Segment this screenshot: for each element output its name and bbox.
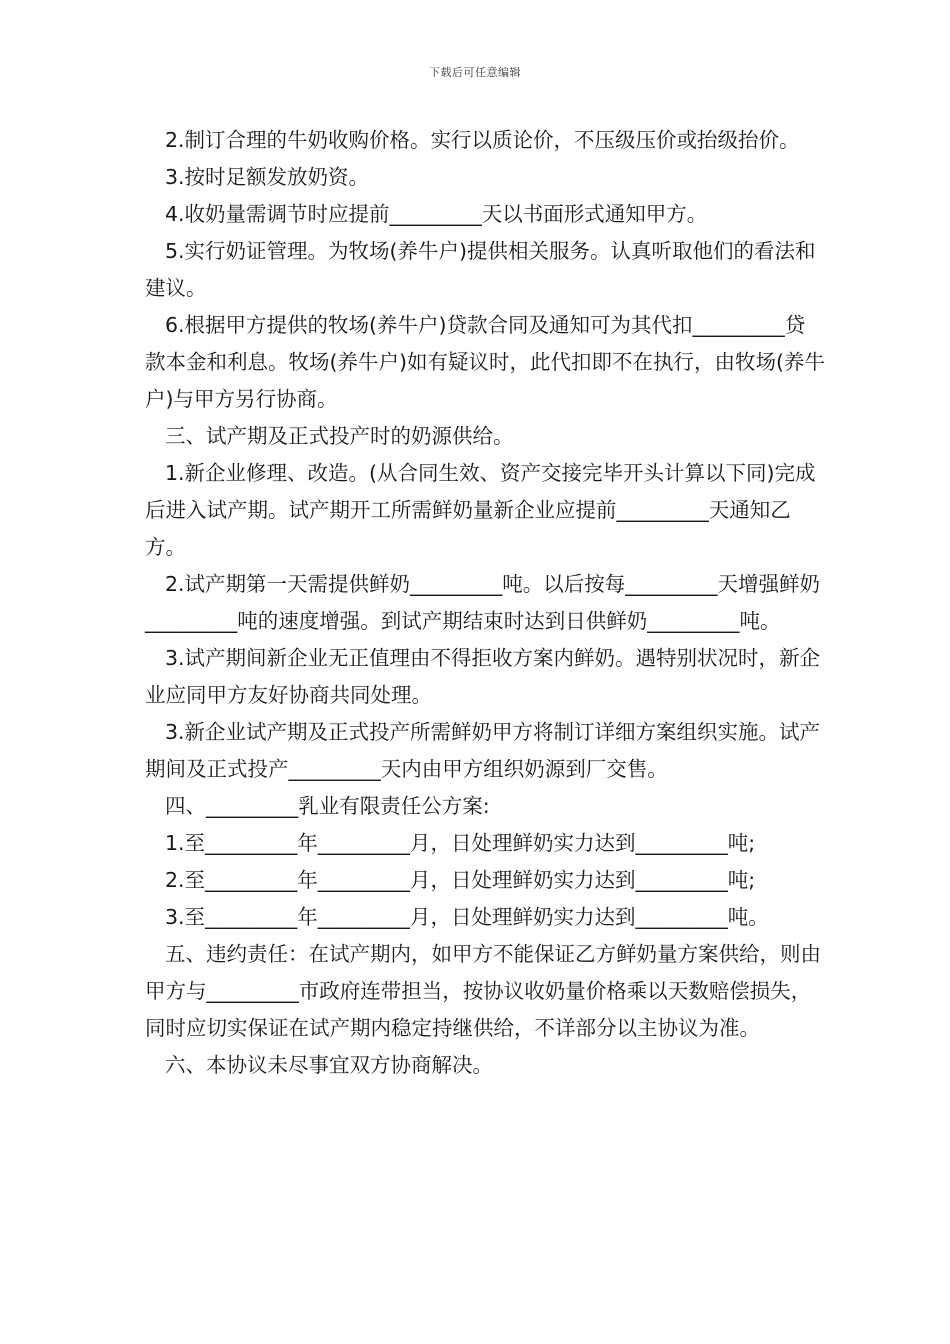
paragraph-trial-3a: 3.试产期间新企业无正值理由不得拒收方案内鲜奶。遇特别状况时，新企业应同甲方友好协商共同处理。 bbox=[145, 646, 821, 707]
paragraph-item-6: 6.根据甲方提供的牧场(养牛户)贷款合同及通知可为其代扣_________贷款本金和利息。牧场(养牛户)如有疑议时，此代扣即不在执行，由牧场(养牛户)与甲方另行协商。 bbox=[145, 313, 825, 411]
section-heading-6: 六、本协议未尽事宜双方协商解决。 bbox=[165, 1053, 493, 1077]
plan-item-2: 2.至_________年_________月，日处理鲜奶实力达到_________吨; bbox=[165, 868, 756, 892]
page-header: 下载后可任意编辑 bbox=[429, 66, 521, 79]
document-body bbox=[145, 122, 825, 1084]
paragraph-trial-1: 1.新企业修理、改造。(从合同生效、资产交接完毕开头计算以下同)完成后进入试产期。试产期开工所需鲜奶量新企业应提前_________天通知乙方。 bbox=[145, 461, 816, 559]
plan-item-3: 3.至_________年_________月，日处理鲜奶实力达到_________吨。 bbox=[165, 905, 769, 929]
paragraph-item-4: 4.收奶量需调节时应提前_________天以书面形式通知甲方。 bbox=[165, 202, 708, 226]
paragraph-trial-3b: 3.新企业试产期及正式投产所需鲜奶甲方将制订详细方案组织实施。试产期间及正式投产_________天内由甲方组织奶源到厂交售。 bbox=[145, 720, 821, 781]
paragraph-trial-2: 2.试产期第一天需提供鲜奶_________吨。以后按每_________天增强鲜奶_________吨的速度增强。到试产期结束时达到日供鲜奶_________吨。 bbox=[145, 572, 821, 633]
paragraph-item-2: 2.制订合理的牛奶收购价格。实行以质论价，不压级压价或抬级抬价。 bbox=[165, 128, 800, 152]
paragraph-item-5: 5.实行奶证管理。为牧场(养牛户)提供相关服务。认真听取他们的看法和建议。 bbox=[145, 239, 816, 300]
section-heading-5-liability: 五、违约责任：在试产期内，如甲方不能保证乙方鲜奶量方案供给，则由甲方与_________市政府连带担当，按协议收奶量价格乘以天数赔偿损失，同时应切实保证在试产期内稳定持继供给，不详部分以主协议为准。 bbox=[145, 942, 821, 1040]
section-heading-4: 四、_________乳业有限责任公方案: bbox=[165, 794, 490, 818]
plan-item-1: 1.至_________年_________月，日处理鲜奶实力达到_________吨; bbox=[165, 831, 756, 855]
section-heading-3: 三、试产期及正式投产时的奶源供给。 bbox=[165, 424, 514, 448]
paragraph-item-3: 3.按时足额发放奶资。 bbox=[165, 165, 370, 189]
